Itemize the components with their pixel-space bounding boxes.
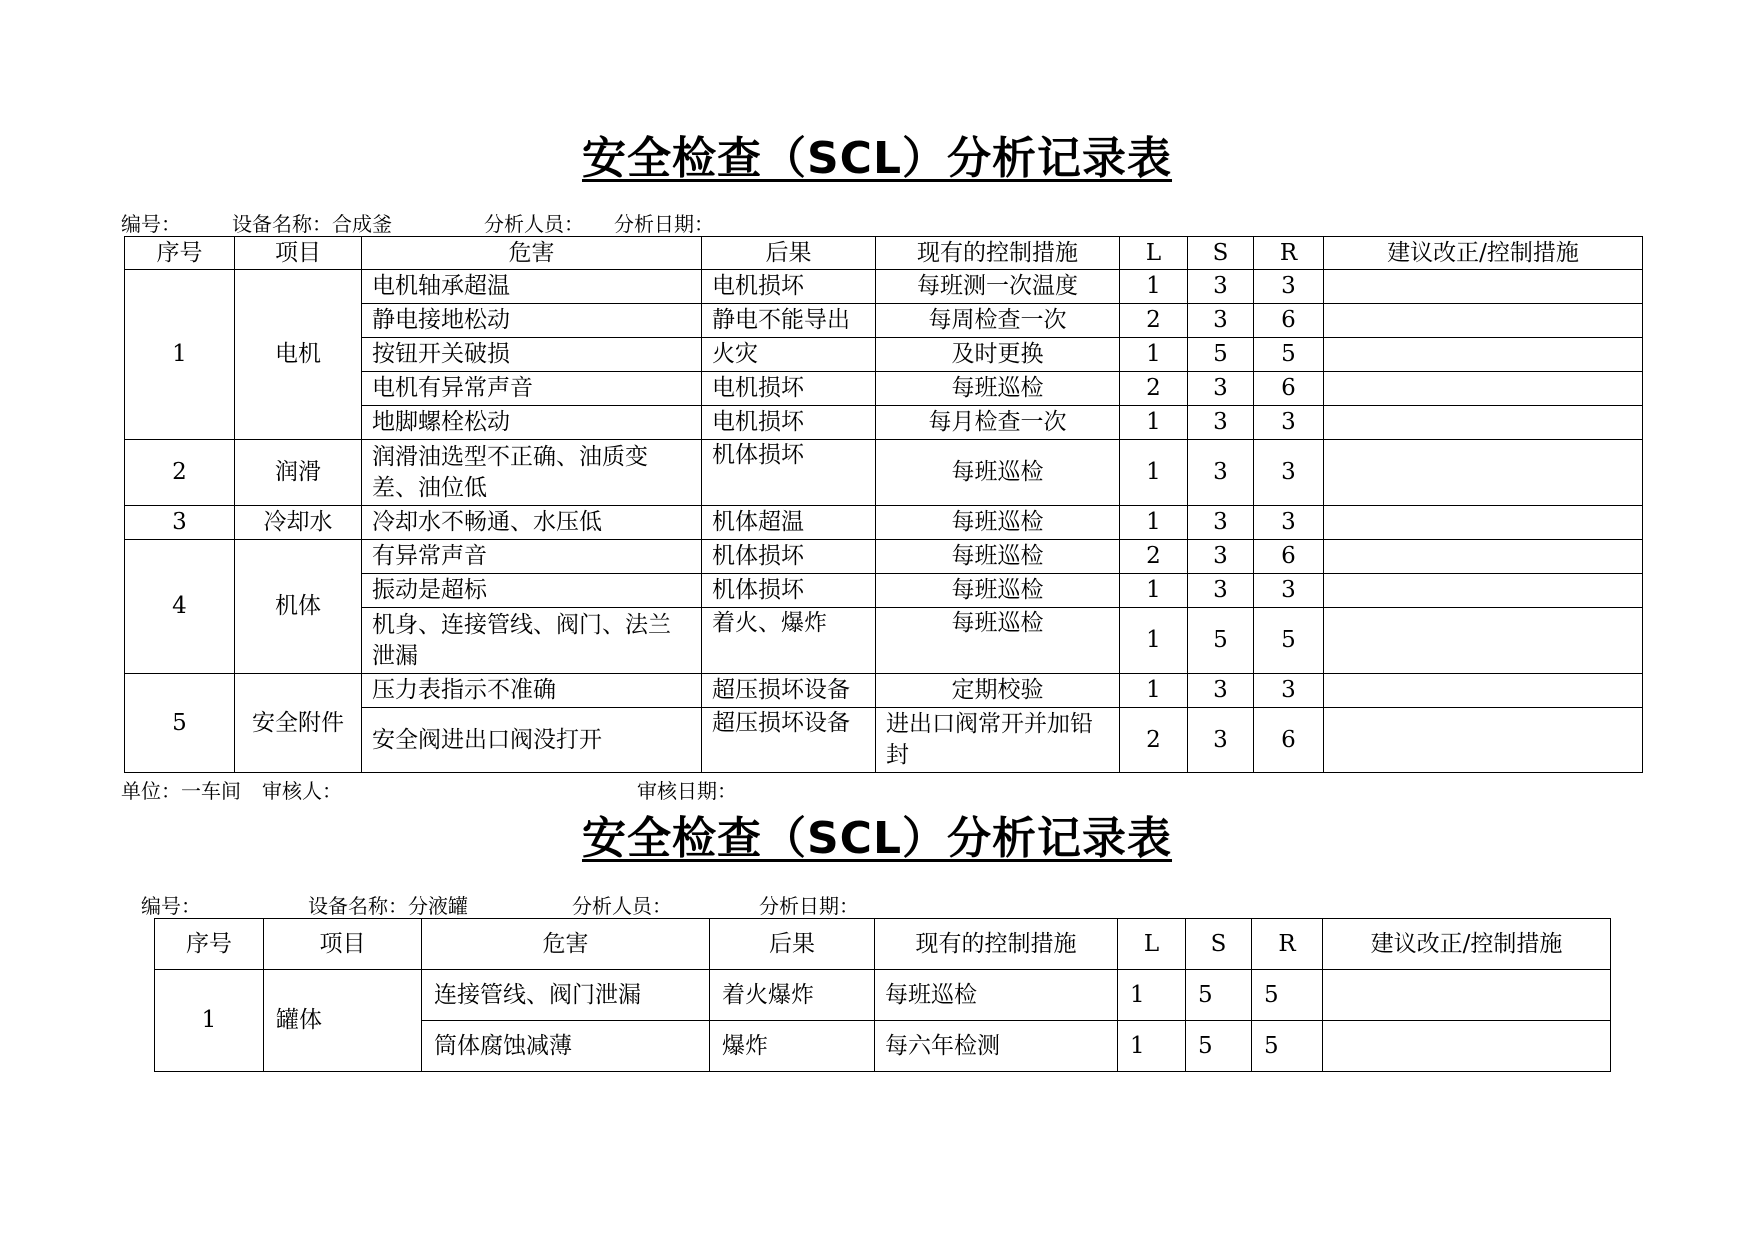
advice-cell bbox=[1323, 1021, 1611, 1072]
r-cell: 5 bbox=[1252, 1021, 1323, 1072]
s-cell: 5 bbox=[1188, 338, 1254, 372]
doc1-review-date-label: 审核日期： bbox=[637, 779, 737, 803]
control-cell: 每班巡检 bbox=[876, 440, 1120, 506]
doc1-header-l: L bbox=[1120, 237, 1188, 270]
table-row bbox=[125, 270, 1643, 304]
l-cell: 2 bbox=[1120, 540, 1188, 574]
s-cell: 5 bbox=[1186, 970, 1252, 1021]
group-no: 1 bbox=[125, 270, 235, 440]
doc1-header-row bbox=[125, 237, 1643, 270]
s-cell: 3 bbox=[1188, 440, 1254, 506]
doc1-number-label: 编号： bbox=[121, 212, 181, 236]
doc1-header-no: 序号 bbox=[125, 237, 235, 270]
doc2-header-hazard: 危害 bbox=[422, 919, 710, 970]
r-cell: 3 bbox=[1254, 440, 1324, 506]
s-cell: 3 bbox=[1188, 406, 1254, 440]
control-cell: 进出口阀常开并加铅封 bbox=[876, 708, 1120, 773]
control-cell: 每班巡检 bbox=[876, 574, 1120, 608]
l-cell: 1 bbox=[1120, 440, 1188, 506]
consequence-cell: 超压损坏设备 bbox=[702, 674, 876, 708]
consequence-cell: 着火爆炸 bbox=[710, 970, 875, 1021]
r-cell: 5 bbox=[1254, 608, 1324, 674]
r-cell: 6 bbox=[1254, 540, 1324, 574]
group-item: 电机 bbox=[235, 270, 362, 440]
group-item: 安全附件 bbox=[235, 674, 362, 773]
hazard-cell: 连接管线、阀门泄漏 bbox=[422, 970, 710, 1021]
s-cell: 5 bbox=[1186, 1021, 1252, 1072]
l-cell: 1 bbox=[1120, 506, 1188, 540]
doc1-header-control: 现有的控制措施 bbox=[876, 237, 1120, 270]
doc1-analyst-label: 分析人员： bbox=[484, 212, 584, 236]
control-cell: 每班巡检 bbox=[876, 372, 1120, 406]
r-cell: 3 bbox=[1254, 574, 1324, 608]
l-cell: 1 bbox=[1120, 574, 1188, 608]
control-cell: 定期校验 bbox=[876, 674, 1120, 708]
advice-cell bbox=[1324, 440, 1643, 506]
r-cell: 3 bbox=[1254, 674, 1324, 708]
hazard-cell: 有异常声音 bbox=[362, 540, 702, 574]
hazard-cell: 压力表指示不准确 bbox=[362, 674, 702, 708]
r-cell: 3 bbox=[1254, 506, 1324, 540]
l-cell: 1 bbox=[1118, 1021, 1186, 1072]
s-cell: 3 bbox=[1188, 540, 1254, 574]
doc2-device-name: 设备名称：分液罐 bbox=[308, 894, 468, 918]
consequence-cell: 电机损坏 bbox=[702, 372, 876, 406]
s-cell: 5 bbox=[1188, 608, 1254, 674]
control-cell: 每班巡检 bbox=[876, 608, 1120, 674]
table-row bbox=[125, 440, 1643, 506]
hazard-cell: 机身、连接管线、阀门、法兰泄漏 bbox=[362, 608, 702, 674]
doc1-unit-label: 单位：一车间 bbox=[121, 779, 241, 803]
doc1-header-advice: 建议改正/控制措施 bbox=[1324, 237, 1643, 270]
l-cell: 1 bbox=[1120, 674, 1188, 708]
group-no: 5 bbox=[125, 674, 235, 773]
advice-cell bbox=[1324, 608, 1643, 674]
doc2-title: 安全检查（SCL）分析记录表 bbox=[581, 813, 1173, 864]
advice-cell bbox=[1324, 708, 1643, 773]
doc1-title: 安全检查（SCL）分析记录表 bbox=[581, 133, 1173, 184]
s-cell: 3 bbox=[1188, 674, 1254, 708]
r-cell: 3 bbox=[1254, 406, 1324, 440]
doc2-header-l: L bbox=[1118, 919, 1186, 970]
consequence-cell: 爆炸 bbox=[710, 1021, 875, 1072]
group-item: 冷却水 bbox=[235, 506, 362, 540]
group-item: 润滑 bbox=[235, 440, 362, 506]
advice-cell bbox=[1324, 574, 1643, 608]
consequence-cell: 着火、爆炸 bbox=[702, 608, 876, 674]
group-item: 机体 bbox=[235, 540, 362, 674]
hazard-cell: 振动是超标 bbox=[362, 574, 702, 608]
l-cell: 1 bbox=[1118, 970, 1186, 1021]
hazard-cell: 筒体腐蚀减薄 bbox=[422, 1021, 710, 1072]
doc2-header-no: 序号 bbox=[155, 919, 264, 970]
control-cell: 每班巡检 bbox=[875, 970, 1118, 1021]
doc2-table bbox=[154, 918, 1611, 1072]
r-cell: 5 bbox=[1252, 970, 1323, 1021]
advice-cell bbox=[1324, 270, 1643, 304]
r-cell: 6 bbox=[1254, 372, 1324, 406]
table-row bbox=[155, 970, 1611, 1021]
doc1-header-hazard: 危害 bbox=[362, 237, 702, 270]
advice-cell bbox=[1324, 338, 1643, 372]
hazard-cell: 润滑油选型不正确、油质变差、油位低 bbox=[362, 440, 702, 506]
group-no: 1 bbox=[155, 970, 264, 1072]
doc2-header-advice: 建议改正/控制措施 bbox=[1323, 919, 1611, 970]
s-cell: 3 bbox=[1188, 708, 1254, 773]
advice-cell bbox=[1324, 406, 1643, 440]
consequence-cell: 机体损坏 bbox=[702, 540, 876, 574]
l-cell: 1 bbox=[1120, 270, 1188, 304]
doc1-header-r: R bbox=[1254, 237, 1324, 270]
s-cell: 3 bbox=[1188, 304, 1254, 338]
l-cell: 2 bbox=[1120, 708, 1188, 773]
doc2-header-item: 项目 bbox=[264, 919, 422, 970]
s-cell: 3 bbox=[1188, 270, 1254, 304]
l-cell: 1 bbox=[1120, 608, 1188, 674]
control-cell: 每六年检测 bbox=[875, 1021, 1118, 1072]
doc2-date-label: 分析日期： bbox=[759, 894, 859, 918]
l-cell: 2 bbox=[1120, 304, 1188, 338]
group-no: 4 bbox=[125, 540, 235, 674]
control-cell: 每班巡检 bbox=[876, 506, 1120, 540]
consequence-cell: 机体损坏 bbox=[702, 440, 876, 506]
advice-cell bbox=[1324, 506, 1643, 540]
r-cell: 5 bbox=[1254, 338, 1324, 372]
l-cell: 1 bbox=[1120, 406, 1188, 440]
control-cell: 每班巡检 bbox=[876, 540, 1120, 574]
advice-cell bbox=[1324, 540, 1643, 574]
consequence-cell: 超压损坏设备 bbox=[702, 708, 876, 773]
consequence-cell: 火灾 bbox=[702, 338, 876, 372]
s-cell: 3 bbox=[1188, 372, 1254, 406]
r-cell: 6 bbox=[1254, 708, 1324, 773]
group-no: 2 bbox=[125, 440, 235, 506]
advice-cell bbox=[1324, 372, 1643, 406]
hazard-cell: 电机有异常声音 bbox=[362, 372, 702, 406]
hazard-cell: 安全阀进出口阀没打开 bbox=[362, 708, 702, 773]
r-cell: 3 bbox=[1254, 270, 1324, 304]
doc1-header-consequence: 后果 bbox=[702, 237, 876, 270]
doc2-header-consequence: 后果 bbox=[710, 919, 875, 970]
consequence-cell: 电机损坏 bbox=[702, 406, 876, 440]
consequence-cell: 静电不能导出 bbox=[702, 304, 876, 338]
hazard-cell: 冷却水不畅通、水压低 bbox=[362, 506, 702, 540]
hazard-cell: 电机轴承超温 bbox=[362, 270, 702, 304]
l-cell: 2 bbox=[1120, 372, 1188, 406]
consequence-cell: 机体超温 bbox=[702, 506, 876, 540]
hazard-cell: 按钮开关破损 bbox=[362, 338, 702, 372]
table-row bbox=[125, 540, 1643, 574]
doc1-header-s: S bbox=[1188, 237, 1254, 270]
hazard-cell: 地脚螺栓松动 bbox=[362, 406, 702, 440]
hazard-cell: 静电接地松动 bbox=[362, 304, 702, 338]
doc1-reviewer-label: 审核人： bbox=[262, 779, 342, 803]
s-cell: 3 bbox=[1188, 506, 1254, 540]
table-row bbox=[125, 674, 1643, 708]
doc2-number-label: 编号： bbox=[141, 894, 201, 918]
consequence-cell: 电机损坏 bbox=[702, 270, 876, 304]
doc2-header-control: 现有的控制措施 bbox=[875, 919, 1118, 970]
doc1-date-label: 分析日期： bbox=[614, 212, 714, 236]
doc2-analyst-label: 分析人员： bbox=[572, 894, 672, 918]
doc1-header-item: 项目 bbox=[235, 237, 362, 270]
doc2-header-row bbox=[155, 919, 1611, 970]
doc2-header-s: S bbox=[1186, 919, 1252, 970]
doc1-device-name: 设备名称：合成釜 bbox=[232, 212, 392, 236]
advice-cell bbox=[1324, 674, 1643, 708]
s-cell: 3 bbox=[1188, 574, 1254, 608]
group-no: 3 bbox=[125, 506, 235, 540]
table-row bbox=[125, 506, 1643, 540]
advice-cell bbox=[1324, 304, 1643, 338]
doc2-header-r: R bbox=[1252, 919, 1323, 970]
control-cell: 及时更换 bbox=[876, 338, 1120, 372]
group-item: 罐体 bbox=[264, 970, 422, 1072]
advice-cell bbox=[1323, 970, 1611, 1021]
control-cell: 每班测一次温度 bbox=[876, 270, 1120, 304]
consequence-cell: 机体损坏 bbox=[702, 574, 876, 608]
control-cell: 每周检查一次 bbox=[876, 304, 1120, 338]
control-cell: 每月检查一次 bbox=[876, 406, 1120, 440]
l-cell: 1 bbox=[1120, 338, 1188, 372]
doc1-table bbox=[124, 236, 1643, 773]
r-cell: 6 bbox=[1254, 304, 1324, 338]
